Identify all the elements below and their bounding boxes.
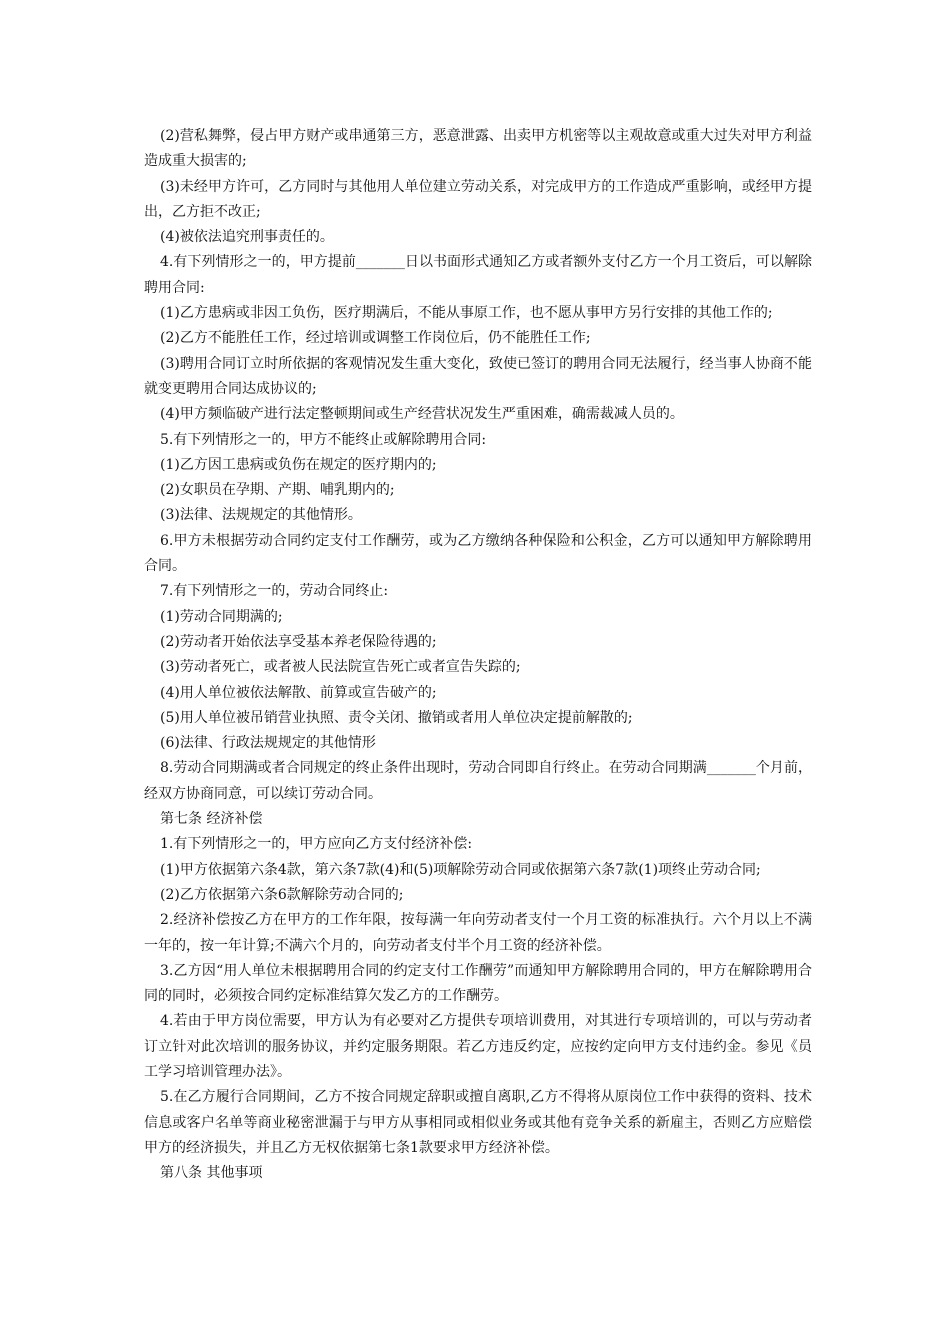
clause-7-1-1: (1)甲方依据第六条4款，第六条7款(4)和(5)项解除劳动合同或依据第六条7款(1)项终止劳动合同;: [160, 861, 761, 878]
clause-6-8: 8.劳动合同期满或者合同规定的终止条件出现时，劳动合同即自行终止。在劳动合同期满_______个月前，经双方协商同意，可以续订劳动合同。: [144, 760, 812, 802]
clause-6-4-3: (3)聘用合同订立时所依据的客观情况发生重大变化，致使已签订的聘用合同无法履行，经当事人协商不能就变更聘用合同达成协议的;: [144, 355, 812, 397]
document-page: [144, 124, 812, 1186]
clause-6-5-2: (2)女职员在孕期、产期、哺乳期内的;: [160, 482, 395, 499]
article-8-heading: 第八条 其他事项: [160, 1165, 263, 1182]
article-7-heading: 第七条 经济补偿: [160, 811, 263, 828]
clause-6-4: 4.有下列情形之一的，甲方提前_______日以书面形式通知乙方或者额外支付乙方一个月工资后，可以解除聘用合同:: [144, 254, 812, 296]
clause-6-7-6: (6)法律、行政法规规定的其他情形: [160, 735, 376, 752]
clause-7-1: 1.有下列情形之一的，甲方应向乙方支付经济补偿:: [160, 836, 473, 853]
clause-6-3-2: (2)营私舞弊，侵占甲方财产或串通第三方，恶意泄露、出卖甲方机密等以主观故意或重大过失对甲方利益造成重大损害的;: [144, 128, 812, 170]
clause-6-5: 5.有下列情形之一的，甲方不能终止或解除聘用合同:: [160, 431, 487, 448]
clause-7-2: 2.经济补偿按乙方在甲方的工作年限，按每满一年向劳动者支付一个月工资的标准执行。六个月以上不满一年的，按一年计算;不满六个月的，向劳动者支付半个月工资的经济补偿。: [144, 912, 812, 954]
clause-6-4-1: (1)乙方患病或非因工负伤，医疗期满后，不能从事原工作，也不愿从事甲方另行安排的其他工作的;: [160, 305, 773, 322]
clause-6-5-3: (3)法律、法规规定的其他情形。: [160, 507, 362, 524]
clause-6-6: 6.甲方未根据劳动合同约定支付工作酬劳，或为乙方缴纳各种保险和公积金，乙方可以通知甲方解除聘用合同。: [144, 532, 812, 575]
clause-7-4: 4.若由于甲方岗位需要，甲方认为有必要对乙方提供专项培训费用，对其进行专项培训的，可以与劳动者订立针对此次培训的服务协议，并约定服务期限。若乙方违反约定，应按约定向甲方支付违约金。参见《员工学习培训管理办法》。: [144, 1013, 812, 1080]
clause-6-3-4: (4)被依法追究刑事责任的。: [160, 229, 334, 246]
clause-6-7-2: (2)劳动者开始依法享受基本养老保险待遇的;: [160, 633, 437, 650]
clause-7-3: 3.乙方因“用人单位未根据聘用合同的约定支付工作酬劳”而通知甲方解除聘用合同的，甲方在解除聘用合同的同时，必须按合同约定标准结算欠发乙方的工作酬劳。: [144, 962, 812, 1005]
clause-6-3-3: (3)未经甲方许可，乙方同时与其他用人单位建立劳动关系，对完成甲方的工作造成严重影响，或经甲方提出，乙方拒不改正;: [144, 178, 812, 220]
clause-6-4-4: (4)甲方频临破产进行法定整顿期间或生产经营状况发生严重困难，确需裁减人员的。: [160, 406, 684, 423]
clause-6-7-1: (1)劳动合同期满的;: [160, 608, 283, 625]
clause-6-5-1: (1)乙方因工患病或负伤在规定的医疗期内的;: [160, 456, 437, 473]
clause-6-7-5: (5)用人单位被吊销营业执照、责令关闭、撤销或者用人单位决定提前解散的;: [160, 709, 633, 726]
clause-6-7-4: (4)用人单位被依法解散、前算或宣告破产的;: [160, 684, 437, 701]
clause-7-1-2: (2)乙方依据第六条6款解除劳动合同的;: [160, 886, 404, 903]
clause-7-5: 5.在乙方履行合同期间，乙方不按合同规定辞职或擅自离职,乙方不得将从原岗位工作中获得的资料、技术信息或客户名单等商业秘密泄漏于与甲方从事相同或相似业务或其他有竞争关系的新雇主，否则乙方应赔偿甲方的经济损失，并且乙方无权依据第七条1款要求甲方经济补偿。: [144, 1089, 812, 1156]
clause-6-7-3: (3)劳动者死亡，或者被人民法院宣告死亡或者宣告失踪的;: [160, 659, 521, 676]
clause-6-7: 7.有下列情形之一的，劳动合同终止:: [160, 583, 389, 600]
clause-6-4-2: (2)乙方不能胜任工作，经过培训或调整工作岗位后，仍不能胜任工作;: [160, 330, 591, 347]
